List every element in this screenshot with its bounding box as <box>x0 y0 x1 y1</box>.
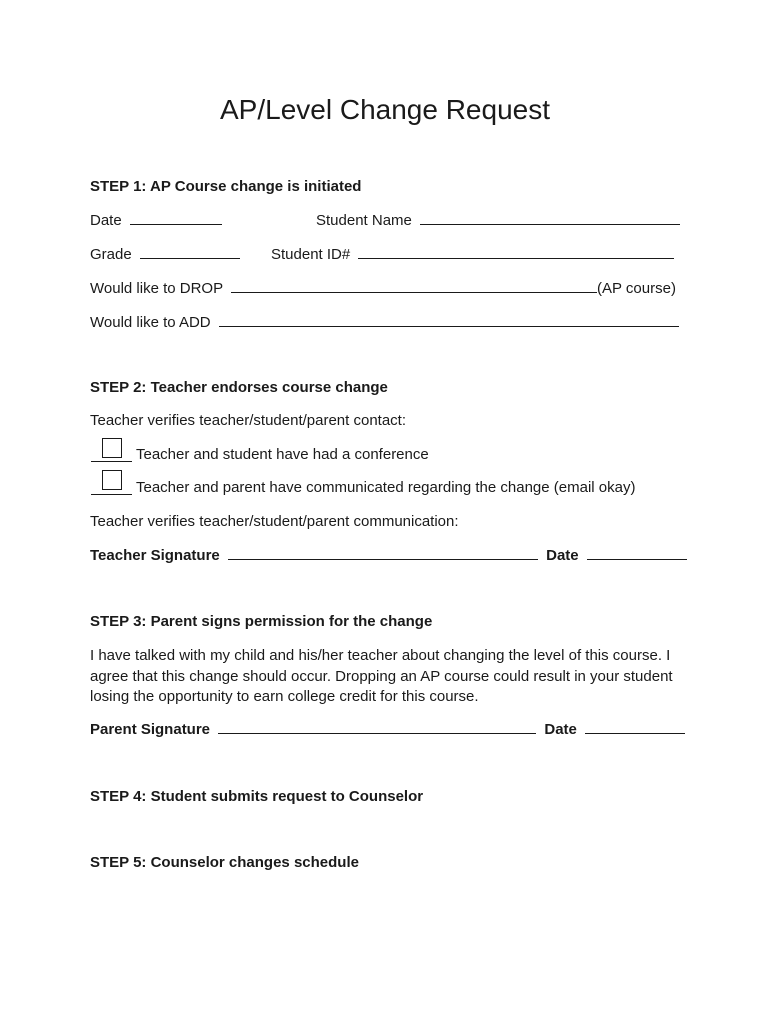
check1-label: Teacher and student have had a conference <box>136 446 429 463</box>
checkbox1-underline <box>91 461 132 462</box>
add-label: Would like to ADD <box>90 314 211 331</box>
date-field[interactable] <box>130 211 222 225</box>
student-name-label: Student Name <box>316 212 412 229</box>
student-id-field[interactable] <box>358 245 674 259</box>
parent-date-field[interactable] <box>585 720 685 734</box>
student-name-row <box>316 211 680 230</box>
parent-signature-label: Parent Signature <box>90 721 211 738</box>
verifies-communication-text: Teacher verifies teacher/student/parent communication: <box>90 513 459 530</box>
step4-heading: STEP 4: Student submits request to Counselor <box>90 788 424 805</box>
checkbox2-underline <box>91 494 132 495</box>
parent-signature-row <box>90 720 685 739</box>
grade-row <box>90 245 240 264</box>
parent-signature-field[interactable] <box>218 720 536 734</box>
form-title: AP/Level Change Request <box>220 94 550 125</box>
teacher-signature-row <box>90 546 687 565</box>
date-row-left <box>90 211 222 230</box>
student-name-field[interactable] <box>420 211 680 225</box>
drop-label: Would like to DROP <box>90 280 223 297</box>
drop-suffix: (AP course) <box>597 280 676 297</box>
step1-heading: STEP 1: AP Course change is initiated <box>90 178 362 195</box>
check2-label: Teacher and parent have communicated regarding the change (email okay) <box>136 479 636 496</box>
teacher-date-field[interactable] <box>587 546 687 560</box>
student-id-label: Student ID# <box>271 246 351 263</box>
add-row <box>90 313 679 332</box>
teacher-signature-label: Teacher Signature <box>90 547 220 564</box>
parent-permission-paragraph: I have talked with my child and his/her teacher about changing the level of this course. I agree that this change should occur. Dropping an AP course could result in your student losing the opportunity to earn college credit for this course. <box>90 647 673 705</box>
communicated-checkbox[interactable] <box>102 470 122 490</box>
drop-course-field[interactable] <box>231 279 597 293</box>
step3-heading: STEP 3: Parent signs permission for the change <box>90 613 433 630</box>
grade-field[interactable] <box>140 245 240 259</box>
grade-label: Grade <box>90 246 132 263</box>
student-id-row <box>271 245 674 264</box>
step5-heading: STEP 5: Counselor changes schedule <box>90 854 359 871</box>
step2-heading: STEP 2: Teacher endorses course change <box>90 379 388 396</box>
verifies-contact-text: Teacher verifies teacher/student/parent contact: <box>90 412 407 429</box>
drop-row <box>90 279 676 298</box>
teacher-date-label: Date <box>546 547 579 564</box>
add-course-field[interactable] <box>219 313 679 327</box>
date-label: Date <box>90 212 122 229</box>
parent-date-label: Date <box>544 721 577 738</box>
conference-checkbox[interactable] <box>102 438 122 458</box>
teacher-signature-field[interactable] <box>228 546 538 560</box>
